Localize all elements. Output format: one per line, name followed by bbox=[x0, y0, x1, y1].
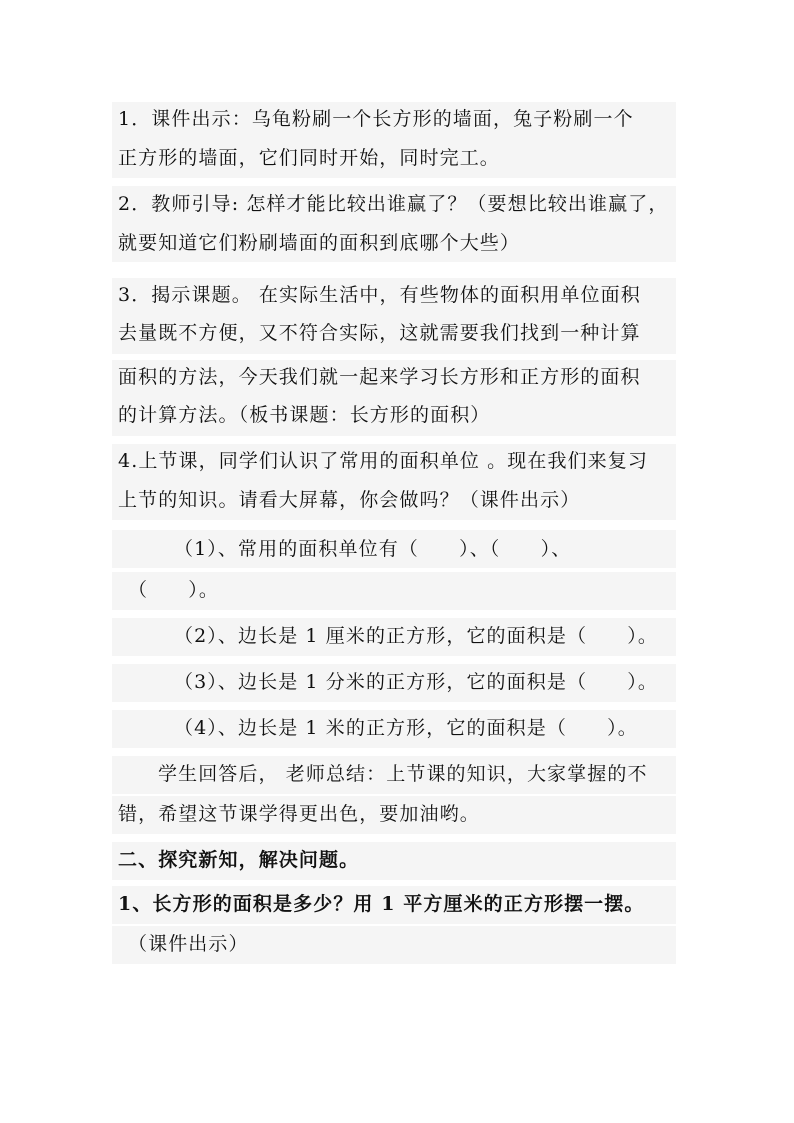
paragraph-line: 学生回答后， 老师总结：上节课的知识，大家掌握的不 bbox=[158, 763, 648, 785]
paragraph-line: 上节的知识。请看大屏幕，你会做吗？（课件出示） bbox=[118, 489, 581, 511]
paragraph-line: 2．教师引导: 怎样才能比较出谁赢了？（要想比较出谁赢了， bbox=[118, 193, 669, 215]
question-line: （3）、边长是 1 分米的正方形，它的面积是（ ）。 bbox=[174, 671, 658, 693]
paragraph-line: 4.上节课，同学们认识了常用的面积单位 。现在我们来复习 bbox=[118, 450, 648, 472]
paragraph-line: 3．揭示课题。 在实际生活中，有些物体的面积用单位面积 bbox=[118, 284, 641, 306]
question-line: （1）、常用的面积单位有（ ）、（ ）、 bbox=[174, 538, 572, 560]
paragraph-line: 正方形的墙面，它们同时开始，同时完工。 bbox=[118, 147, 500, 169]
question-line: （4）、边长是 1 米的正方形，它的面积是（ ）。 bbox=[174, 717, 638, 739]
paragraph-line: 的计算方法。（板书课题：长方形的面积） bbox=[118, 404, 491, 426]
section-heading: 二、探究新知，解决问题。 bbox=[118, 849, 360, 871]
paragraph-line: 就要知道它们粉刷墙面的面积到底哪个大些） bbox=[118, 232, 521, 254]
paragraph-line: （课件出示） bbox=[128, 933, 249, 955]
subsection-heading: 1、长方形的面积是多少？用 1 平方厘米的正方形摆一摆。 bbox=[118, 893, 645, 915]
paragraph-line: 错，希望这节课学得更出色，要加油哟。 bbox=[118, 803, 480, 825]
paragraph-line: 1．课件出示：乌龟粉刷一个长方形的墙面，兔子粉刷一个 bbox=[118, 108, 634, 130]
paragraph-line: 去量既不方便，又不符合实际，这就需要我们找到一种计算 bbox=[118, 322, 641, 344]
paragraph-line: 面积的方法，今天我们就一起来学习长方形和正方形的面积 bbox=[118, 366, 641, 388]
question-line: （ ）。 bbox=[128, 579, 220, 601]
question-line: （2）、边长是 1 厘米的正方形，它的面积是（ ）。 bbox=[174, 625, 658, 647]
